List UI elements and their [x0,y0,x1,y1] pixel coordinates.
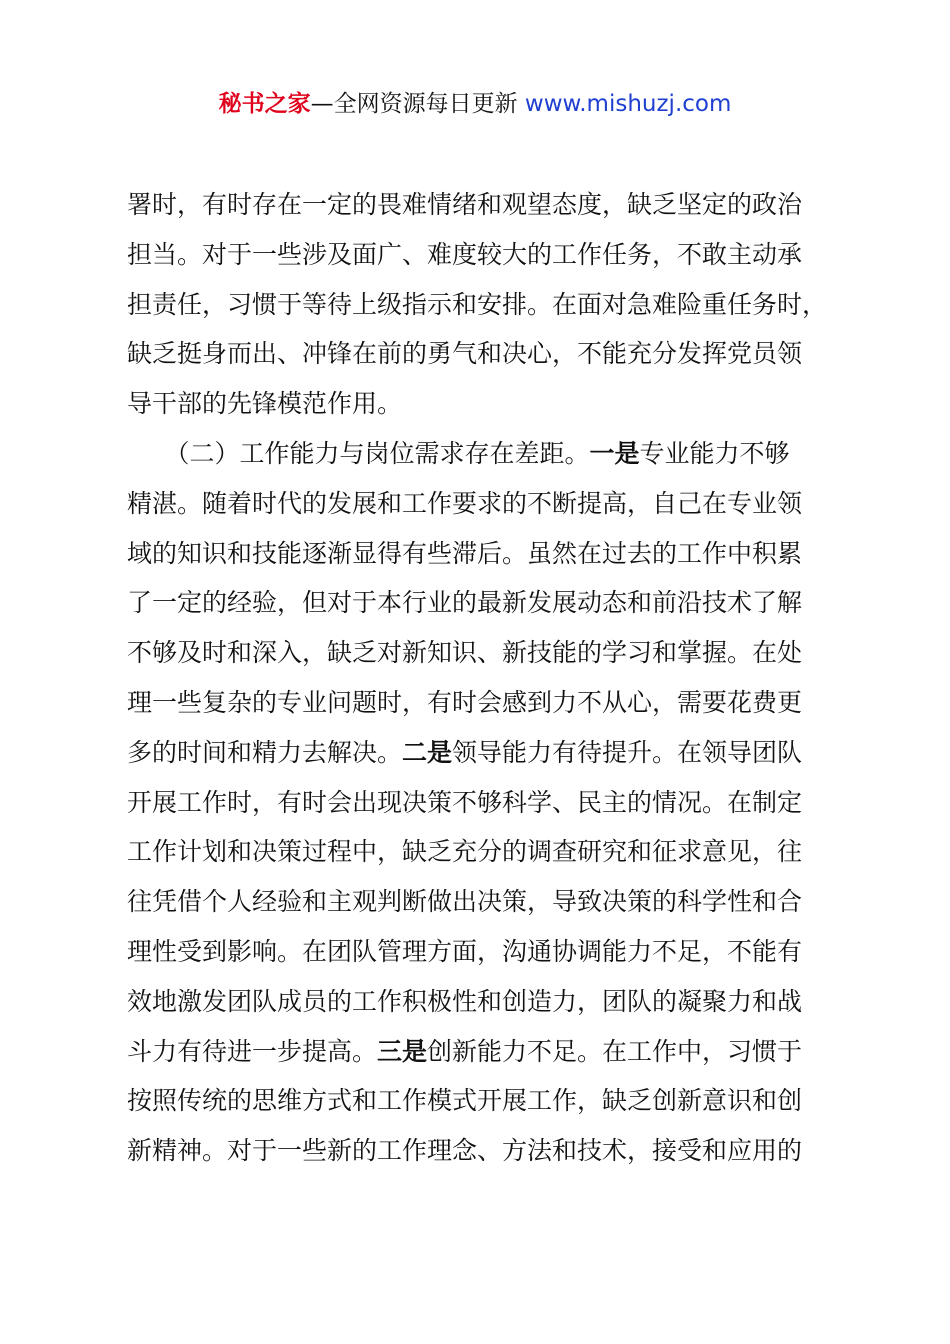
text-line [127,728,837,778]
text-segment: 开展工作时，有时会出现决策不够科学、民主的情况。在制定 [127,787,803,817]
text-segment: 担责任，习惯于等待上级指示和安排。在面对急难险重任务时， [127,289,828,319]
text-line [127,1027,837,1077]
page-header [0,86,950,122]
text-line [127,578,837,628]
text-line [127,329,837,379]
text-segment: 斗力有待进一步提高。 [127,1036,378,1066]
text-line [127,827,837,877]
text-segment: 理性受到影响。在团队管理方面，沟通协调能力不足，不能有 [127,936,803,966]
text-line [127,927,837,977]
text-line [127,479,837,529]
text-segment: 署时，有时存在一定的畏难情绪和观望态度，缺乏坚定的政治 [127,190,803,219]
text-segment: 域的知识和技能逐渐显得有些滞后。虽然在过去的工作中积累 [127,538,803,568]
site-url: www.mishuzj.com [524,91,732,117]
text-segment: 往凭借个人经验和主观判断做出决策，导致决策的科学性和合 [127,887,803,917]
bold-keyword: 一是 [589,438,640,468]
text-segment: 多的时间和精力去解决。 [127,737,403,767]
text-segment: 按照传统的思维方式和工作模式开展工作，缺乏创新意识和创 [127,1086,803,1116]
text-segment: 效地激发团队成员的工作积极性和创造力，团队的凝聚力和战 [127,986,803,1016]
text-line [127,977,837,1027]
text-line [127,678,837,728]
text-segment: 创新能力不足。在工作中，习惯于 [427,1036,803,1066]
text-segment: 缺乏挺身而出、冲锋在前的勇气和决心，不能充分发挥党员领 [127,339,803,369]
bold-keyword: 三是 [377,1036,428,1066]
text-segment: 理一些复杂的专业问题时，有时会感到力不从心，需要花费更 [127,687,803,717]
text-segment: （二）工作能力与岗位需求存在差距。 [127,438,590,468]
text-segment: 导干部的先锋模范作用。 [127,389,403,419]
text-line [127,778,837,828]
bold-keyword: 二是 [402,737,453,767]
text-segment: 不够及时和深入，缺乏对新知识、新技能的学习和掌握。在处 [127,638,803,668]
text-line [127,429,837,479]
brand-name: 秘书之家 [218,91,311,117]
header-tagline: —全网资源每日更新 [310,91,525,117]
text-segment: 工作计划和决策过程中，缺乏充分的调查研究和征求意见，往 [127,837,803,867]
text-segment: 担当。对于一些涉及面广、难度较大的工作任务，不敢主动承 [127,239,803,269]
text-line [127,379,837,429]
text-line [127,280,837,330]
text-segment: 新精神。对于一些新的工作理念、方法和技术，接受和应用的 [127,1136,803,1166]
document-body [127,180,837,1176]
text-line [127,1126,837,1176]
text-line [127,877,837,927]
text-line [127,628,837,678]
text-line [127,180,837,230]
text-segment: 了一定的经验，但对于本行业的最新发展动态和前沿技术了解 [127,588,803,618]
text-line [127,230,837,280]
text-segment: 专业能力不够 [639,438,790,468]
text-line [127,1076,837,1126]
text-segment: 精湛。随着时代的发展和工作要求的不断提高，自己在专业领 [127,488,803,518]
text-segment: 领导能力有待提升。在领导团队 [452,737,803,767]
text-line [127,529,837,579]
